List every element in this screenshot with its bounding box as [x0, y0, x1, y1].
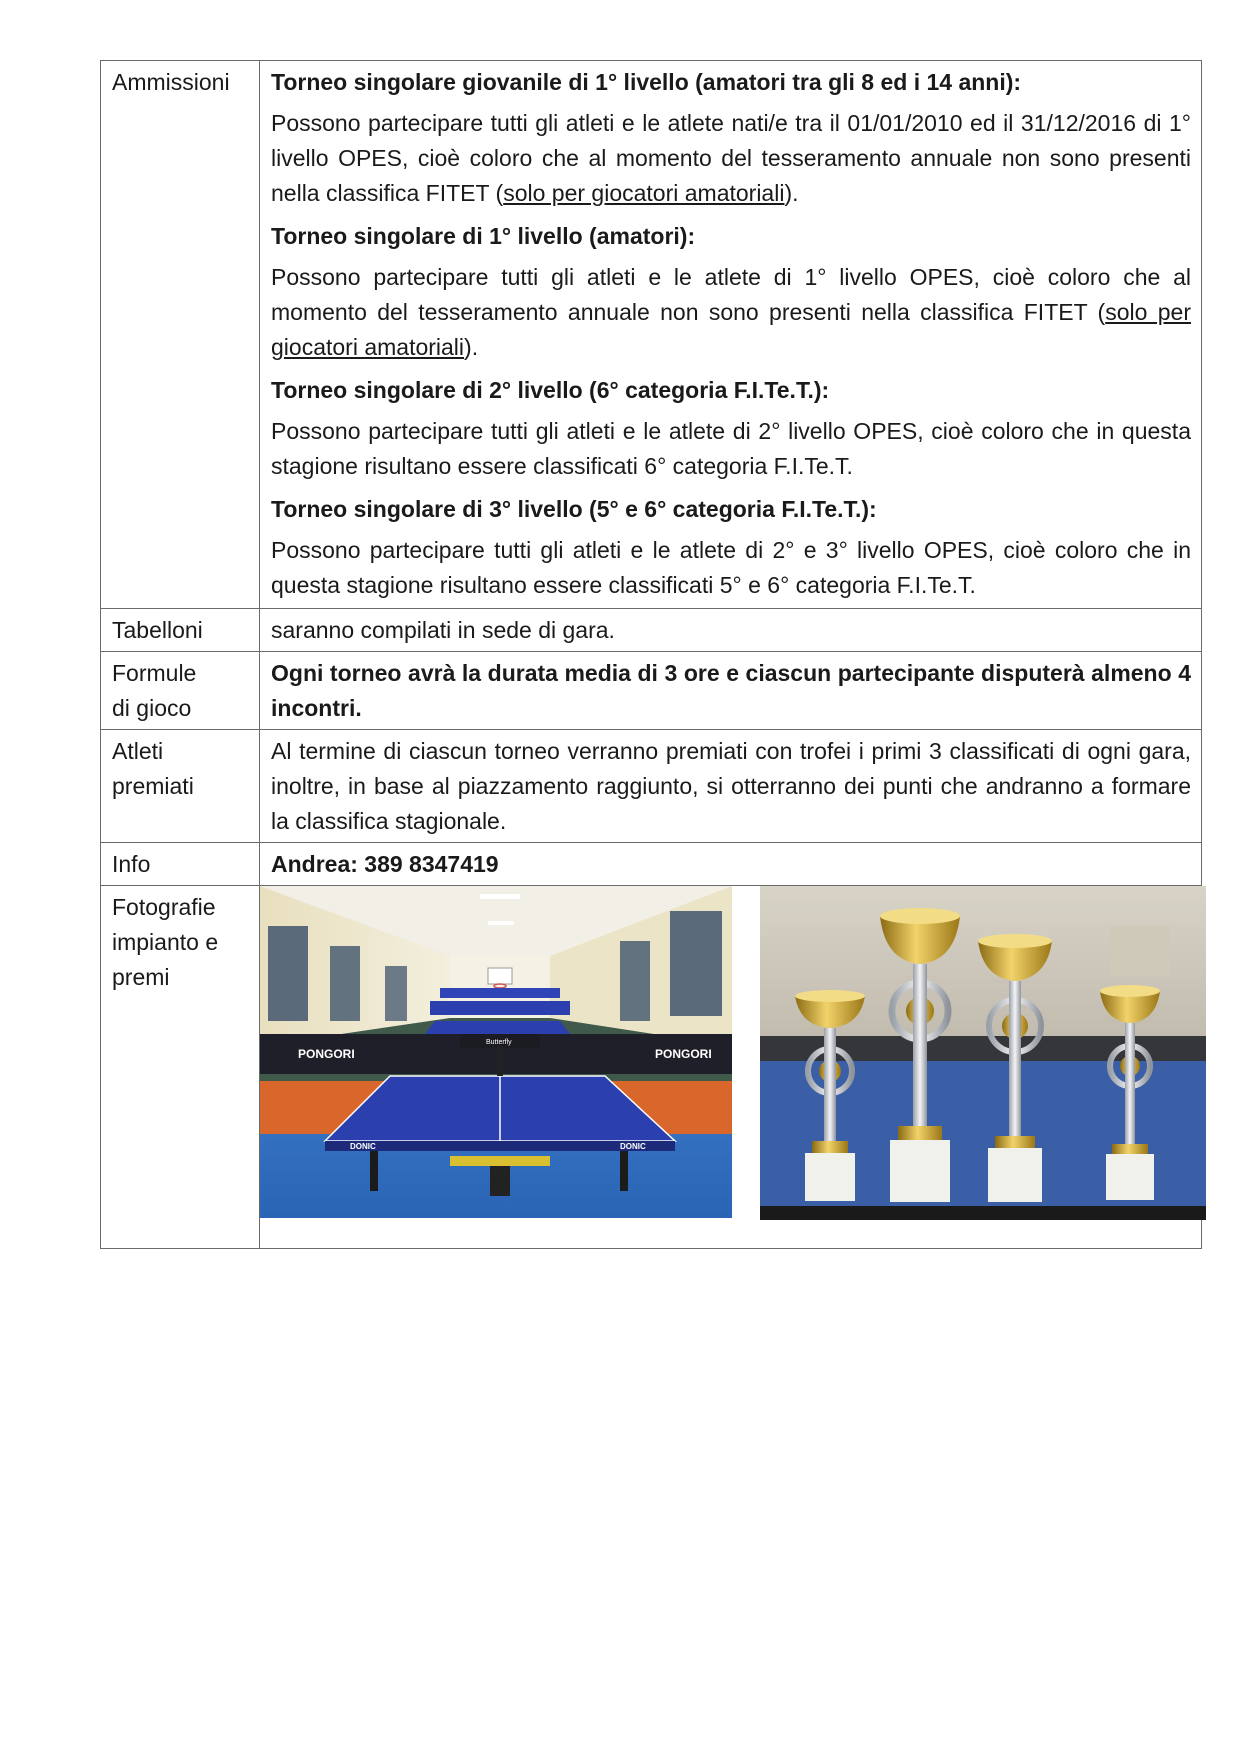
photo-gym-tables — [260, 886, 732, 1218]
label-tabelloni: Tabelloni — [101, 609, 260, 652]
content-info: Andrea: 389 8347419 — [260, 843, 1202, 886]
row-tabelloni — [101, 609, 1202, 652]
row-formule — [101, 652, 1202, 730]
info-table — [100, 60, 1202, 1249]
label-formule: Formule di gioco — [101, 652, 260, 730]
barrier-brand-right: PONGORI — [655, 1047, 712, 1061]
table-brand-right: DONIC — [620, 1142, 646, 1151]
section-title-3-livello: Torneo singolare di 3° livello (5° e 6° categoria F.I.Te.T.): — [271, 496, 877, 522]
label-info: Info — [101, 843, 260, 886]
label-atleti: Atleti premiati — [101, 730, 260, 843]
content-tabelloni: saranno compilati in sede di gara. — [260, 609, 1202, 652]
section-title-1-livello: Torneo singolare di 1° livello (amatori): — [271, 223, 696, 249]
row-ammissioni — [101, 61, 1202, 609]
net-brand: Butterfly — [486, 1039, 512, 1046]
section-body-giovanile: Possono partecipare tutti gli atleti e le atlete nati/e tra il 01/01/2010 ed il 31/12/2016 di 1° livello OPES, cioè coloro che al momento del tesseramento annuale non sono presenti nella classifica FITET (solo per giocatori amatoriali). — [271, 110, 1191, 206]
content-formule: Ogni torneo avrà la durata media di 3 ore e ciascun partecipante disputerà almeno 4 incontri. — [260, 652, 1202, 730]
section-body-2-livello: Possono partecipare tutti gli atleti e le atlete di 2° livello OPES, cioè coloro che in questa stagione risultano essere classificati 6° categoria F.I.Te.T. — [271, 418, 1191, 479]
section-body-1-livello: Possono partecipare tutti gli atleti e le atlete di 1° livello OPES, cioè coloro che al momento del tesseramento annuale non sono presenti nella classifica FITET (solo per giocatori amatoriali). — [271, 264, 1191, 360]
content-fotografie — [260, 886, 1202, 1249]
photos-container — [260, 886, 1201, 1238]
photo-trophies — [760, 886, 1206, 1220]
section-body-3-livello: Possono partecipare tutti gli atleti e le atlete di 2° e 3° livello OPES, cioè coloro che in questa stagione risultano essere classificati 5° e 6° categoria F.I.Te.T. — [271, 537, 1191, 598]
content-atleti: Al termine di ciascun torneo verranno premiati con trofei i primi 3 classificati di ogni gara, inoltre, in base al piazzamento raggiunto, si otterranno dei punti che andranno a formare la classifica stagionale. — [260, 730, 1202, 843]
row-fotografie — [101, 886, 1202, 1249]
row-info — [101, 843, 1202, 886]
section-title-giovanile: Torneo singolare giovanile di 1° livello (amatori tra gli 8 ed i 14 anni): — [271, 69, 1022, 95]
section-title-2-livello: Torneo singolare di 2° livello (6° categoria F.I.Te.T.): — [271, 377, 830, 403]
content-ammissioni — [260, 61, 1202, 609]
row-atleti — [101, 730, 1202, 843]
barrier-brand-left: PONGORI — [298, 1047, 355, 1061]
label-fotografie: Fotografie impianto e premi — [101, 886, 260, 1249]
label-ammissioni: Ammissioni — [101, 61, 260, 609]
table-brand-left: DONIC — [350, 1142, 376, 1151]
